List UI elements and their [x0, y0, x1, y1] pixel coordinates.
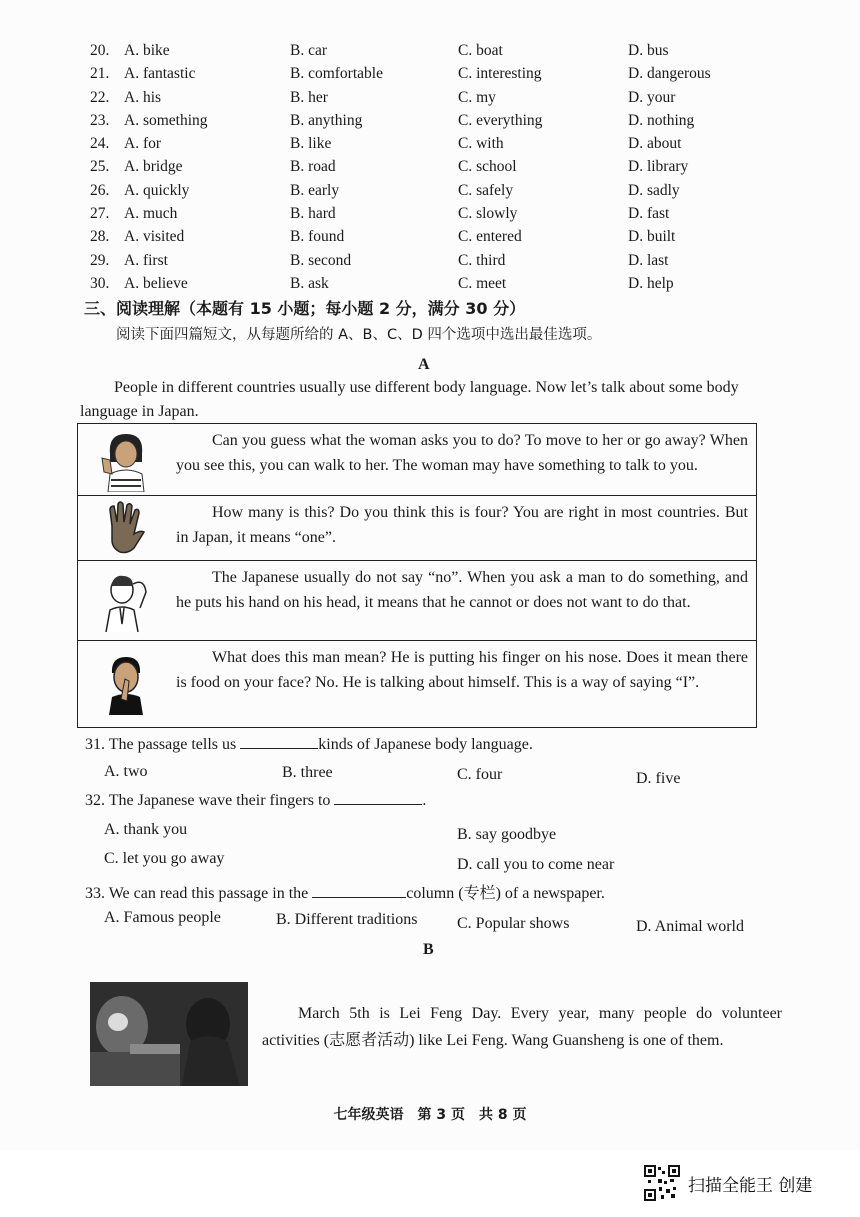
question-number: 29. [90, 251, 110, 269]
option-d[interactable]: D. five [636, 770, 681, 787]
option-row [90, 112, 790, 135]
section-instruction: 阅读下面四篇短文，从每题所给的 A、B、C、D 四个选项中选出最佳选项。 [116, 327, 602, 343]
question-number: 21. [90, 65, 110, 83]
man-hand-on-head-icon [78, 561, 174, 640]
option-a[interactable]: A. two [104, 763, 148, 780]
scanner-label: 扫描全能王 创建 [688, 1175, 813, 1196]
option-row [90, 205, 790, 228]
option-a[interactable]: A. something [124, 111, 208, 129]
option-d[interactable]: D. help [628, 274, 674, 292]
page-footer: 七年级英语 第 3 页 共 8 页 [333, 1107, 527, 1123]
row-text: How many is this? Do you think this is four? You are right in most countries. But in Japan, it means “one”. [176, 504, 748, 546]
option-b[interactable]: B. anything [290, 111, 363, 129]
option-d[interactable]: D. dangerous [628, 65, 711, 83]
hand-four-fingers-icon [78, 496, 174, 560]
option-a[interactable]: A. thank you [104, 821, 188, 838]
question-stem-end: column (专栏) of a newspaper. [406, 885, 605, 902]
answer-blank [240, 747, 318, 749]
option-d[interactable]: D. sadly [628, 181, 680, 199]
option-b[interactable]: B. ask [290, 274, 329, 292]
row-text: The Japanese usually do not say “no”. When you ask a man to do something, and he puts his hand on his head, it means that he cannot or does not want to do that. [176, 569, 748, 611]
row-text: Can you guess what the woman asks you to do? To move to her or go away? When you see this, you can walk to her. The woman may have something to talk to you. [176, 432, 748, 474]
option-b[interactable]: B. road [290, 158, 336, 176]
option-row [90, 135, 790, 158]
option-d[interactable]: D. library [628, 158, 689, 176]
option-c[interactable]: C. school [458, 158, 517, 176]
question-stem: The passage tells us [108, 736, 241, 753]
option-d[interactable]: D. last [628, 251, 669, 269]
question-number: 24. [90, 135, 110, 153]
question-stem-end: kinds of Japanese body language. [318, 736, 533, 753]
man-finger-on-nose-icon [78, 641, 174, 727]
option-a[interactable]: A. visited [124, 228, 185, 246]
option-a[interactable]: A. bike [124, 42, 170, 59]
question-32 [85, 792, 426, 810]
option-a[interactable]: A. his [124, 88, 162, 106]
option-c[interactable]: C. my [458, 88, 496, 106]
scanner-watermark [644, 1163, 812, 1203]
question-number: 28. [90, 228, 110, 246]
answer-blank [334, 803, 422, 805]
option-b[interactable]: B. second [290, 251, 352, 269]
option-c[interactable]: C. boat [458, 42, 503, 59]
question-stem: We can read this passage in the [108, 885, 313, 902]
table-row [78, 424, 756, 496]
option-row [90, 42, 790, 65]
question-number: 26. [90, 181, 110, 199]
option-d[interactable]: D. Animal world [636, 918, 744, 935]
question-number: 20. [90, 42, 110, 59]
option-d[interactable]: D. built [628, 228, 676, 246]
option-b[interactable]: B. like [290, 135, 332, 153]
passage-b-text: March 5th is Lei Feng Day. Every year, many people do volunteer activities (志愿者活动) like Lei Feng. Wang Guansheng is one of them. [262, 1005, 782, 1049]
option-b[interactable]: B. early [290, 181, 340, 199]
option-a[interactable]: A. bridge [124, 158, 183, 176]
option-b[interactable]: B. say goodbye [457, 826, 557, 843]
option-c[interactable]: C. with [458, 135, 504, 153]
question-31 [85, 736, 533, 754]
question-number: 25. [90, 158, 110, 176]
section-heading: 三、阅读理解（本题有 15 小题；每小题 2 分，满分 30 分） [84, 299, 526, 318]
option-a[interactable]: A. much [124, 205, 178, 223]
option-row [90, 158, 790, 181]
question-number: 33. [85, 885, 105, 902]
passage-a-intro: People in different countries usually use different body language. Now let’s talk about some body language in Japan. [80, 379, 739, 420]
option-c[interactable]: C. let you go away [104, 850, 225, 867]
option-row [90, 252, 790, 275]
option-d[interactable]: D. bus [628, 42, 669, 59]
option-a[interactable]: A. fantastic [124, 65, 196, 83]
question-stem: The Japanese wave their fingers to [108, 792, 335, 809]
option-a[interactable]: A. for [124, 135, 162, 153]
question-number: 23. [90, 111, 110, 129]
option-a[interactable]: A. first [124, 251, 168, 269]
body-language-table [77, 423, 757, 728]
question-number: 30. [90, 274, 110, 292]
table-row [78, 496, 756, 561]
option-a[interactable]: A. quickly [124, 181, 190, 199]
option-d[interactable]: D. fast [628, 205, 670, 223]
option-c[interactable]: C. safely [458, 181, 514, 199]
option-c[interactable]: C. third [458, 251, 506, 269]
option-c[interactable]: C. four [457, 766, 503, 783]
passage-a-letter: A [418, 356, 430, 373]
option-a[interactable]: A. Famous people [104, 909, 221, 926]
question-number: 32. [85, 792, 105, 809]
qr-code-icon [644, 1165, 680, 1201]
option-b[interactable]: B. hard [290, 205, 336, 223]
option-c[interactable]: C. entered [458, 228, 522, 246]
option-c[interactable]: C. Popular shows [457, 915, 570, 932]
option-a[interactable]: A. believe [124, 274, 188, 292]
question-number: 31. [85, 736, 105, 753]
answer-blank [312, 896, 406, 898]
table-row [78, 561, 756, 641]
option-d[interactable]: D. nothing [628, 111, 695, 129]
option-d[interactable]: D. about [628, 135, 682, 153]
option-b[interactable]: B. comfortable [290, 65, 383, 83]
volunteer-photo [90, 982, 248, 1086]
option-row [90, 275, 790, 298]
option-c[interactable]: C. meet [458, 274, 507, 292]
option-c[interactable]: C. everything [458, 111, 543, 129]
option-c[interactable]: C. slowly [458, 205, 518, 223]
passage-b-letter: B [423, 941, 434, 958]
option-row [90, 65, 790, 88]
option-row [90, 182, 790, 205]
row-text: What does this man mean? He is putting his finger on his nose. Does it mean there is food on your face? No. He is talking about himself. This is a way of saying “I”. [176, 649, 748, 691]
option-d[interactable]: D. your [628, 88, 676, 106]
option-row [90, 89, 790, 112]
question-stem-end: . [422, 792, 427, 809]
question-33 [85, 880, 605, 903]
option-d[interactable]: D. call you to come near [457, 856, 615, 873]
option-c[interactable]: C. interesting [458, 65, 542, 83]
option-row [90, 228, 790, 251]
woman-waving-icon [78, 424, 174, 495]
table-row [78, 641, 756, 727]
question-number: 22. [90, 88, 110, 106]
option-b[interactable]: B. her [290, 88, 328, 106]
option-b[interactable]: B. three [282, 764, 333, 781]
option-b[interactable]: B. found [290, 228, 345, 246]
option-b[interactable]: B. car [290, 42, 328, 59]
cloze-options [90, 42, 790, 298]
question-number: 27. [90, 205, 110, 223]
option-b[interactable]: B. Different traditions [276, 911, 418, 928]
